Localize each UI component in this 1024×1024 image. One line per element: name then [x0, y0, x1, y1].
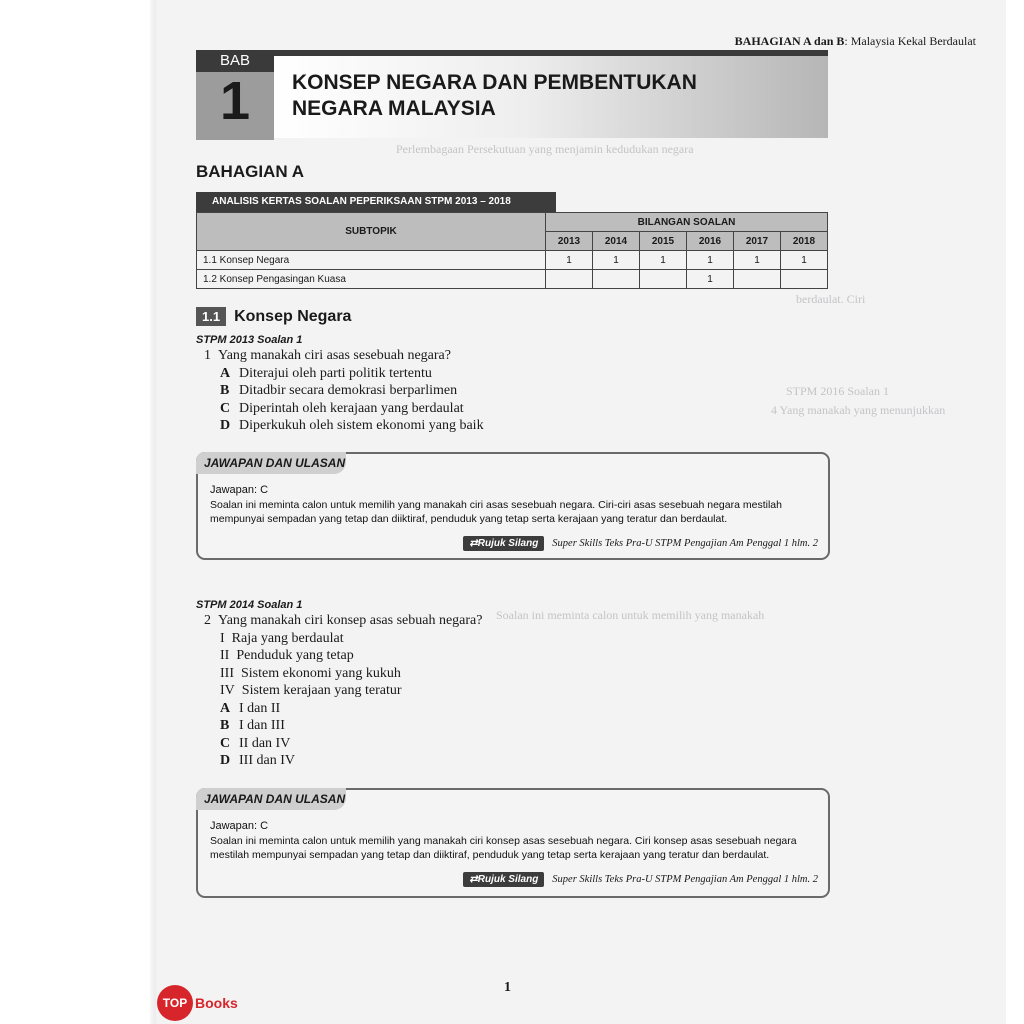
option-text: Ditadbir secara demokrasi berparlimen [239, 383, 458, 398]
chapter-title-line: NEGARA MALAYSIA [292, 97, 496, 120]
table-row [197, 270, 828, 289]
year-header: 2013 [546, 232, 593, 251]
crossref-text: Super Skills Teks Pra-U STPM Pengajian Am Penggal 1 hlm. 2 [552, 538, 818, 549]
cell-value [734, 270, 781, 289]
statement-text: Raja yang berdaulat [231, 630, 344, 646]
crossref-label-text: Rujuk Silang [477, 874, 539, 885]
subtopic-header: SUBTOPIK [197, 213, 546, 251]
option-letter: B [220, 383, 230, 398]
page-number: 1 [504, 980, 511, 995]
answer-option [204, 753, 483, 771]
analysis-table [196, 212, 828, 289]
answer-option [204, 401, 484, 419]
statement-item [204, 631, 483, 649]
question-text: Yang manakah ciri asas sesebuah negara? [218, 348, 451, 363]
question-number: 1 [204, 348, 211, 363]
statement-numeral: II [220, 648, 230, 663]
answer-key: Jawapan: C [210, 820, 269, 832]
subsection-title: Konsep Negara [234, 307, 352, 325]
statement-item [204, 648, 483, 666]
statement-item [204, 666, 483, 684]
crossref-label: ⇄Rujuk Silang [463, 872, 544, 887]
statement-numeral: III [220, 665, 234, 681]
option-text: Diterajui oleh parti politik tertentu [239, 365, 432, 381]
answer-box [196, 788, 830, 898]
logo-word: Books [195, 995, 238, 1011]
option-letter: B [220, 718, 230, 733]
cell-value: 1 [687, 270, 734, 289]
option-letter: A [220, 365, 231, 381]
topbooks-logo [157, 985, 238, 1021]
show-through-text: STPM 2016 Soalan 1 [786, 384, 890, 398]
statement-text: Sistem kerajaan yang teratur [241, 683, 402, 698]
chapter-badge [196, 50, 274, 140]
chapter-number: 1 [219, 71, 251, 131]
cell-value: 1 [687, 251, 734, 270]
year-header: 2016 [687, 232, 734, 251]
cell-value: 1 [593, 251, 640, 270]
answer-explanation: Soalan ini meminta calon untuk memilih yang manakah ciri asas sesebuah negara. Ciri-ciri asas sesebuah negara mestilah mempunyai sempadan yang tetap dan diiktiraf, penduduk yang tetap serta kerajaan yang teratur dan berdaulat. [210, 499, 782, 525]
question-stem [204, 348, 484, 366]
answer-heading: JAWAPAN DAN ULASAN [196, 788, 346, 810]
table-row [197, 251, 828, 270]
statement-numeral: I [220, 630, 225, 646]
running-head-part: BAHAGIAN A dan B [734, 34, 845, 48]
row-label: 1.1 Konsep Negara [197, 251, 546, 270]
section-heading: BAHAGIAN A [196, 162, 304, 181]
crossref-text: Super Skills Teks Pra-U STPM Pengajian Am Penggal 1 hlm. 2 [552, 874, 818, 885]
option-text: II dan IV [239, 735, 291, 751]
cross-reference [463, 872, 818, 887]
statement-item [204, 683, 483, 701]
cell-value [640, 270, 687, 289]
logo-badge-icon [157, 985, 193, 1021]
answer-option [204, 718, 483, 736]
option-letter: D [220, 753, 231, 768]
answer-option [204, 383, 484, 401]
cell-value [546, 270, 593, 289]
option-text: I dan II [239, 700, 281, 716]
row-label: 1.2 Konsep Pengasingan Kuasa [197, 270, 546, 289]
option-text: Diperintah oleh kerajaan yang berdaulat [239, 400, 464, 416]
answer-key: Jawapan: C [210, 484, 269, 496]
question-number: 2 [204, 613, 211, 628]
analysis-title: ANALISIS KERTAS SOALAN PEPERIKSAAN STPM 2013 – 2018 [196, 192, 556, 212]
question-stem [204, 613, 483, 631]
option-letter: A [220, 700, 231, 716]
year-header: 2015 [640, 232, 687, 251]
cell-value: 1 [781, 251, 828, 270]
answer-option [204, 418, 484, 436]
logo-badge-text: TOP [162, 996, 188, 1010]
analysis-table-block [196, 192, 828, 289]
crossref-label-text: Rujuk Silang [477, 538, 539, 549]
answer-heading: JAWAPAN DAN ULASAN [196, 452, 346, 474]
option-letter: C [220, 735, 231, 751]
option-text: Diperkukuh oleh sistem ekonomi yang baik [239, 418, 484, 433]
answer-option [204, 736, 483, 754]
question-text: Yang manakah ciri konsep asas sebuah negara? [218, 613, 483, 628]
statement-text: Sistem ekonomi yang kukuh [241, 665, 401, 681]
option-text: I dan III [239, 718, 285, 733]
subsection-number: 1.1 [196, 307, 226, 326]
option-letter: C [220, 400, 231, 416]
question-source: STPM 2013 Soalan 1 [196, 334, 303, 346]
answer-option [204, 366, 484, 384]
statement-numeral: IV [220, 683, 235, 698]
cell-value: 1 [546, 251, 593, 270]
cell-value [593, 270, 640, 289]
show-through-text: Perlembagaan Persekutuan yang menjamin kedudukan negara [396, 142, 694, 156]
crossref-label: ⇄Rujuk Silang [463, 536, 544, 551]
chapter-banner-rule [274, 50, 828, 56]
running-head-subject: : Malaysia Kekal Berdaulat [844, 34, 976, 48]
year-header: 2014 [593, 232, 640, 251]
option-letter: D [220, 418, 231, 433]
chapter-label: BAB [196, 50, 274, 72]
answer-explanation: Soalan ini meminta calon untuk memilih yang manakah ciri konsep asas sesebuah negara. Ciri konsep asas sesebuah negara mestilah mempunyai sempadan yang tetap dan diiktiraf, penduduk yang tetap serta kerajaan yang teratur dan berdaulat. [210, 835, 797, 861]
show-through-text: berdaulat. Ciri [796, 292, 866, 306]
answer-option [204, 701, 483, 719]
statement-text: Penduduk yang tetap [236, 648, 354, 663]
question-2 [204, 613, 483, 771]
option-text: III dan IV [239, 753, 295, 768]
question-1 [204, 348, 484, 436]
cell-value: 1 [640, 251, 687, 270]
show-through-text: 4 Yang manakah yang menunjukkan [771, 403, 946, 417]
chapter-title [292, 70, 762, 122]
subsection-heading [196, 307, 351, 326]
count-header: BILANGAN SOALAN [546, 213, 828, 232]
question-source: STPM 2014 Soalan 1 [196, 599, 303, 611]
cell-value [781, 270, 828, 289]
answer-box [196, 452, 830, 560]
book-page [156, 0, 1006, 1024]
show-through-text: Soalan ini meminta calon untuk memilih yang manakah [496, 608, 765, 622]
cross-reference [463, 536, 818, 551]
year-header: 2017 [734, 232, 781, 251]
cell-value: 1 [734, 251, 781, 270]
year-header: 2018 [781, 232, 828, 251]
running-head [735, 34, 976, 49]
chapter-title-line: KONSEP NEGARA DAN PEMBENTUKAN [292, 71, 697, 94]
